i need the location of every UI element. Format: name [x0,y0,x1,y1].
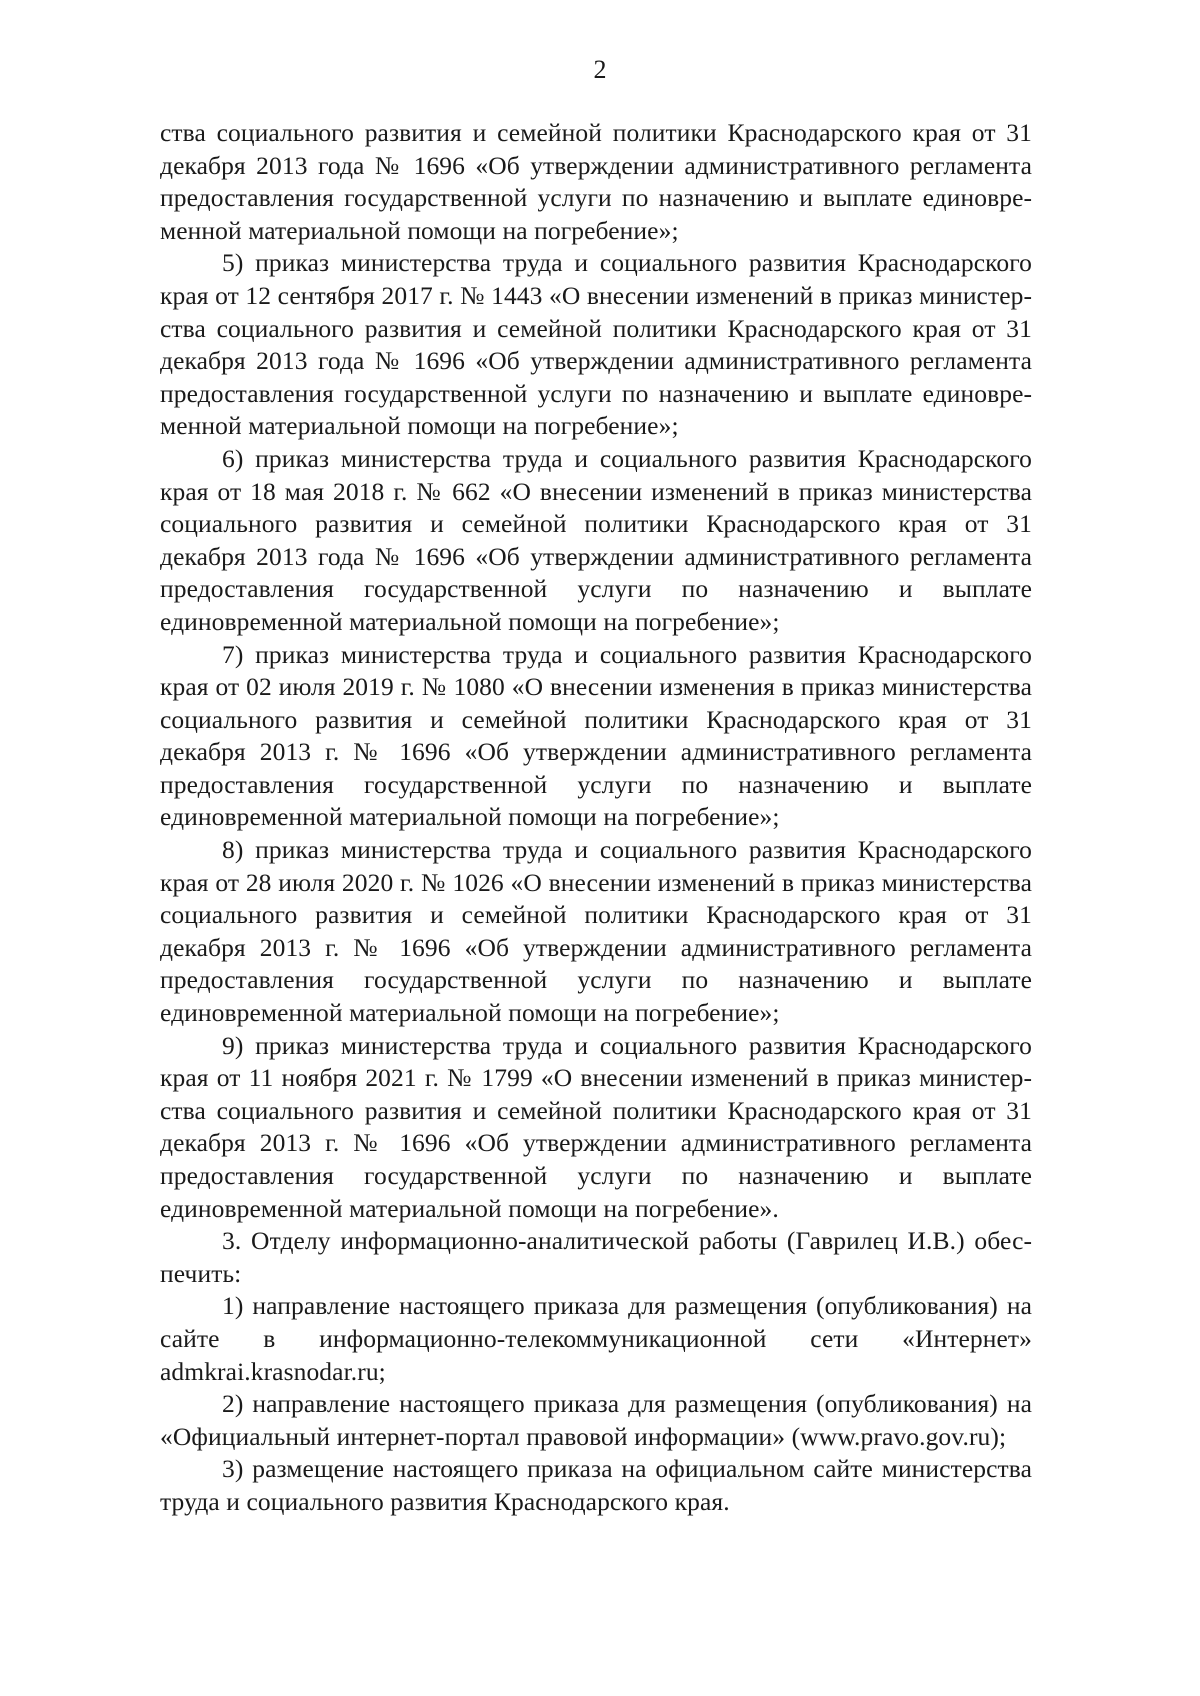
paragraph-item-7: 7) приказ министерства труда и социального развития Краснодарского края от 02 июля 2019 г. № 1080 «О внесении изменения в приказ министерства социального развития и семейной политики Краснодарского края от 31 декабря 2013 г. № 1696 «Об утверждении административного регламента предоставления государственной услуги по назначению и выплате единовременной материальной помощи на погребение»; [160,639,1032,832]
paragraph-item-6: 6) приказ министерства труда и социального развития Краснодарского края от 18 мая 2018 г. № 662 «О внесении изменений в приказ министерства социального развития и семейной политики Краснодарского края от 31 декабря 2013 года № 1696 «Об утверждении административного регламента предоставления государственной услуги по назначению и выплате единовременной материальной помощи на погребение»; [160,443,1032,636]
paragraph-item-5: 5) приказ министерства труда и социального развития Краснодарского края от 12 сентября 2017 г. № 1443 «О внесении изменений в приказ министерства социального развития и семейной политики Краснодарского края от 31 декабря 2013 года № 1696 «Об утверждении административного регламента предоставления государственной услуги по назначению и выплате единовременной материальной помощи на погребение»; [160,248,1032,441]
page-number: 2 [593,55,607,84]
paragraph-section-3-item-3: 3) размещение настоящего приказа на официальном сайте министерства труда и социального развития Краснодарского края. [160,1454,1032,1516]
paragraph-item-8: 8) приказ министерства труда и социального развития Краснодарского края от 28 июля 2020 г. № 1026 «О внесении изменений в приказ министерства социального развития и семейной политики Краснодарского края от 31 декабря 2013 г. № 1696 «Об утверждении административного регламента предоставления государственной услуги по назначению и выплате единовременной материальной помощи на погребение»; [160,835,1032,1028]
paragraph-item-9: 9) приказ министерства труда и социального развития Краснодарского края от 11 ноября 2021 г. № 1799 «О внесении изменений в приказ министерства социального развития и семейной политики Краснодарского края от 31 декабря 2013 г. № 1696 «Об утверждении административного регламента предоставления государственной услуги по назначению и выплате единовременной материальной помощи на погребение». [160,1030,1032,1223]
paragraph-section-3-item-2: 2) направление настоящего приказа для размещения (опубликования) на «Официальный интернет-портал правовой информации» (www.pravo.gov.ru); [160,1389,1032,1451]
paragraph-section-3-item-1: 1) направление настоящего приказа для размещения (опубликования) на сайте в информационно-телекоммуникационной сети «Интернет» admkrai.krasnodar.ru; [160,1291,1032,1386]
paragraph-continuation: ства социального развития и семейной политики Краснодарского края от 31 декабря 2013 года № 1696 «Об утверждении административного регламента предоставления государственной услуги по назначению и выплате единовременной материальной помощи на погребение»; [160,118,1032,245]
paragraph-section-3: 3. Отделу информационно-аналитической работы (Гаврилец И.В.) обеспечить: [160,1226,1032,1288]
document-body [160,117,1032,1519]
